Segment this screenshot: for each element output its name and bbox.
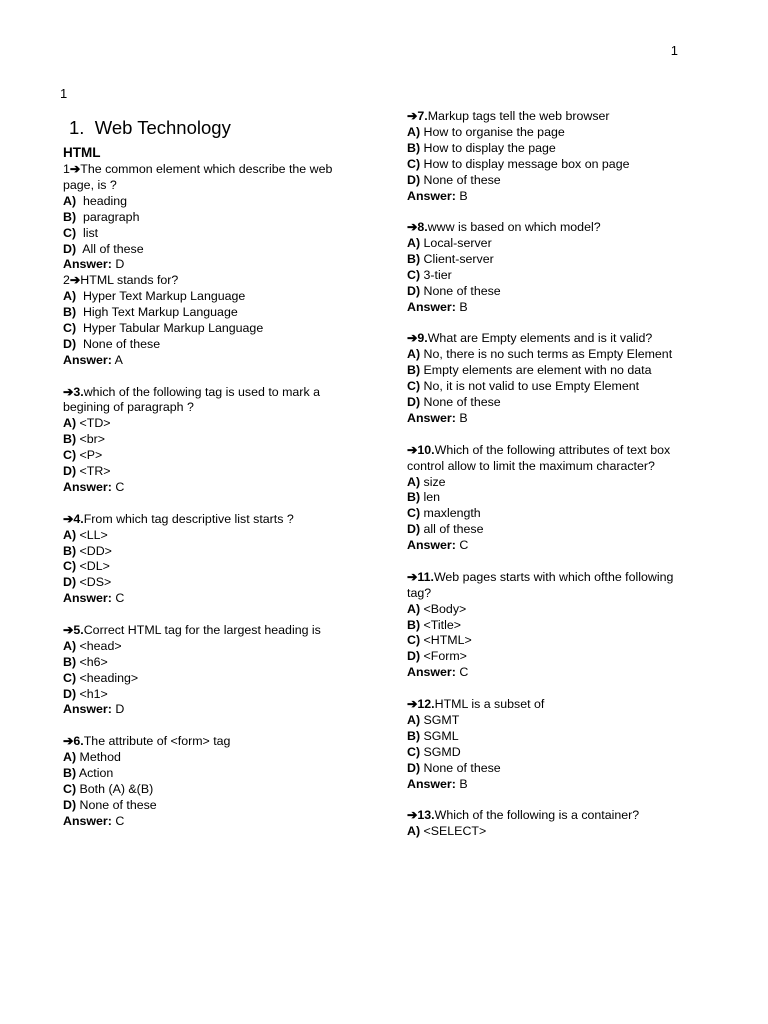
question-text bbox=[63, 273, 363, 289]
option-item bbox=[407, 713, 727, 729]
option-letter: C) bbox=[63, 321, 77, 336]
question-line: page, is ? bbox=[63, 177, 117, 192]
question-block bbox=[407, 697, 727, 792]
answer-label: Answer: bbox=[407, 538, 456, 553]
option-letter: A) bbox=[407, 601, 421, 616]
option-item bbox=[407, 490, 727, 506]
question-line: Markup tags tell the web browser bbox=[427, 109, 610, 123]
option-text: None of these bbox=[423, 395, 501, 410]
option-letter: C) bbox=[63, 448, 77, 463]
question-text bbox=[407, 808, 727, 824]
question-block bbox=[407, 570, 727, 681]
option-text: Hyper Tabular Markup Language bbox=[82, 321, 264, 336]
question-line: begining of paragraph ? bbox=[63, 400, 194, 415]
question-text bbox=[407, 443, 727, 459]
option-item bbox=[63, 464, 363, 480]
option-text: Client-server bbox=[423, 252, 494, 267]
answer-line bbox=[407, 538, 727, 554]
question-text bbox=[63, 623, 363, 639]
answer-value: B bbox=[459, 776, 468, 791]
arrow-icon: ➔ bbox=[63, 622, 74, 637]
option-item bbox=[63, 544, 363, 560]
option-text: <P> bbox=[79, 448, 103, 463]
answer-label: Answer: bbox=[63, 480, 112, 495]
option-letter: D) bbox=[63, 575, 77, 590]
option-item bbox=[407, 347, 727, 363]
option-letter: A) bbox=[407, 347, 421, 362]
option-item bbox=[63, 639, 363, 655]
option-item bbox=[407, 395, 727, 411]
answer-value: A bbox=[114, 352, 123, 367]
option-text: size bbox=[423, 474, 446, 489]
question-number: 11. bbox=[417, 569, 434, 584]
option-letter: C) bbox=[63, 559, 77, 574]
question-line: www is based on which model? bbox=[427, 220, 601, 235]
arrow-icon: ➔ bbox=[407, 808, 418, 823]
option-letter: C) bbox=[63, 225, 77, 240]
option-text: How to display the page bbox=[423, 140, 556, 155]
option-text: <LL> bbox=[79, 527, 108, 542]
option-item bbox=[63, 416, 363, 432]
option-letter: B) bbox=[407, 252, 421, 267]
option-text: 3-tier bbox=[423, 267, 452, 282]
question-number: 7. bbox=[417, 109, 428, 123]
option-text: <HTML> bbox=[423, 633, 472, 648]
arrow-icon: ➔ bbox=[407, 442, 418, 457]
answer-line bbox=[407, 665, 727, 681]
answer-label: Answer: bbox=[63, 702, 112, 717]
option-item bbox=[63, 194, 363, 210]
option-item bbox=[63, 575, 363, 591]
question-text-continued bbox=[63, 400, 363, 416]
answer-label: Answer: bbox=[407, 299, 456, 314]
option-item bbox=[407, 602, 727, 618]
section-heading: 1. Web Technology bbox=[69, 117, 231, 138]
option-item bbox=[407, 379, 727, 395]
option-item bbox=[63, 337, 363, 353]
option-text: <Body> bbox=[423, 601, 467, 616]
answer-value: D bbox=[115, 257, 125, 272]
option-letter: C) bbox=[407, 156, 421, 171]
option-text: SGMD bbox=[423, 744, 461, 759]
answer-value: C bbox=[459, 538, 469, 553]
option-text: list bbox=[82, 225, 99, 240]
option-item bbox=[63, 305, 363, 321]
answer-value: C bbox=[459, 665, 469, 680]
question-line: Which of the following is a container? bbox=[434, 808, 640, 823]
question-number: 9. bbox=[417, 331, 428, 346]
arrow-icon: ➔ bbox=[63, 734, 74, 749]
option-letter: B) bbox=[63, 209, 77, 224]
option-letter: D) bbox=[407, 760, 421, 775]
question-line: HTML is a subset of bbox=[434, 696, 545, 711]
option-item bbox=[63, 750, 363, 766]
question-block bbox=[407, 808, 727, 840]
question-number: 4. bbox=[73, 511, 84, 526]
question-line: Which of the following attributes of text box bbox=[434, 442, 671, 457]
question-text bbox=[407, 220, 727, 236]
option-text: <Form> bbox=[423, 649, 467, 664]
question-text bbox=[63, 385, 363, 401]
question-line: What are Empty elements and is it valid? bbox=[427, 331, 653, 346]
question-block bbox=[407, 109, 727, 204]
option-item bbox=[407, 824, 727, 840]
option-item bbox=[407, 157, 727, 173]
option-letter: C) bbox=[63, 781, 77, 796]
question-text-continued bbox=[407, 459, 727, 475]
question-text bbox=[407, 109, 727, 125]
question-text bbox=[63, 734, 363, 750]
option-text: No, it is not valid to use Empty Element bbox=[423, 379, 640, 394]
option-text: Local-server bbox=[423, 236, 492, 251]
option-item bbox=[407, 252, 727, 268]
arrow-icon: ➔ bbox=[407, 696, 418, 711]
question-number: 2 bbox=[63, 273, 70, 288]
question-text-continued bbox=[63, 178, 363, 194]
answer-label: Answer: bbox=[407, 776, 456, 791]
option-letter: C) bbox=[407, 633, 421, 648]
option-letter: D) bbox=[407, 395, 421, 410]
option-item bbox=[63, 559, 363, 575]
option-letter: A) bbox=[63, 750, 77, 765]
arrow-icon: ➔ bbox=[407, 220, 418, 235]
option-letter: D) bbox=[63, 241, 77, 256]
answer-value: B bbox=[459, 188, 468, 203]
option-text: len bbox=[423, 490, 441, 505]
option-item bbox=[63, 242, 363, 258]
option-text: SGML bbox=[423, 728, 459, 743]
option-item bbox=[63, 782, 363, 798]
option-item bbox=[407, 761, 727, 777]
option-item bbox=[63, 655, 363, 671]
question-block bbox=[407, 220, 727, 315]
question-block bbox=[63, 385, 363, 496]
option-letter: A) bbox=[407, 712, 421, 727]
option-text: None of these bbox=[423, 760, 501, 775]
option-text: <DS> bbox=[79, 575, 112, 590]
option-item bbox=[63, 671, 363, 687]
option-item bbox=[63, 448, 363, 464]
question-block bbox=[407, 331, 727, 426]
option-letter: B) bbox=[407, 617, 421, 632]
question-text bbox=[63, 512, 363, 528]
question-text bbox=[407, 570, 727, 586]
option-letter: C) bbox=[63, 670, 77, 685]
option-item bbox=[63, 528, 363, 544]
option-text: None of these bbox=[79, 797, 157, 812]
option-item bbox=[407, 506, 727, 522]
option-item bbox=[407, 649, 727, 665]
option-letter: A) bbox=[63, 193, 77, 208]
option-letter: D) bbox=[407, 649, 421, 664]
option-letter: C) bbox=[407, 379, 421, 394]
question-line: control allow to limit the maximum character? bbox=[407, 458, 655, 473]
option-item bbox=[63, 766, 363, 782]
option-letter: A) bbox=[407, 474, 421, 489]
option-text: <TR> bbox=[79, 464, 111, 479]
option-letter: D) bbox=[63, 797, 77, 812]
option-letter: D) bbox=[63, 686, 77, 701]
answer-line bbox=[407, 777, 727, 793]
option-letter: B) bbox=[407, 490, 421, 505]
page-number-top: 1 bbox=[670, 43, 678, 58]
answer-value: C bbox=[115, 480, 125, 495]
question-text bbox=[407, 331, 727, 347]
option-item bbox=[63, 210, 363, 226]
option-text: SGMT bbox=[423, 712, 460, 727]
option-text: All of these bbox=[82, 241, 144, 256]
option-letter: B) bbox=[63, 654, 77, 669]
question-number: 6. bbox=[73, 734, 84, 749]
option-text: Empty elements are element with no data bbox=[423, 363, 652, 378]
option-item bbox=[407, 141, 727, 157]
option-text: <TD> bbox=[79, 416, 111, 431]
question-number: 12. bbox=[417, 696, 435, 711]
answer-line bbox=[63, 814, 363, 830]
option-text: <h6> bbox=[79, 654, 108, 669]
option-text: <DD> bbox=[79, 543, 112, 558]
option-item bbox=[407, 522, 727, 538]
arrow-icon: ➔ bbox=[407, 109, 418, 123]
option-letter: C) bbox=[407, 744, 421, 759]
question-block bbox=[63, 512, 363, 607]
option-letter: D) bbox=[407, 172, 421, 187]
arrow-icon: ➔ bbox=[69, 273, 81, 288]
option-item bbox=[63, 432, 363, 448]
page-number-side: 1 bbox=[60, 86, 68, 101]
option-text: <heading> bbox=[79, 670, 139, 685]
option-letter: A) bbox=[63, 638, 77, 653]
question-line: From which tag descriptive list starts ? bbox=[83, 511, 294, 526]
option-text: <Title> bbox=[423, 617, 461, 632]
answer-line bbox=[407, 300, 727, 316]
question-line: tag? bbox=[407, 585, 432, 600]
option-letter: A) bbox=[407, 236, 421, 251]
answer-label: Answer: bbox=[407, 665, 456, 680]
option-item bbox=[63, 687, 363, 703]
option-text: No, there is no such terms as Empty Element bbox=[423, 347, 673, 362]
answer-value: C bbox=[115, 591, 125, 606]
option-letter: A) bbox=[407, 824, 421, 839]
question-number: 1 bbox=[63, 162, 70, 176]
question-line: which of the following tag is used to mark a bbox=[83, 384, 320, 399]
question-block bbox=[63, 734, 363, 829]
question-block bbox=[63, 623, 363, 718]
option-text: How to organise the page bbox=[423, 124, 565, 139]
option-letter: D) bbox=[63, 464, 77, 479]
option-letter: B) bbox=[407, 363, 421, 378]
option-item bbox=[407, 475, 727, 491]
option-letter: C) bbox=[407, 267, 421, 282]
arrow-icon: ➔ bbox=[63, 384, 74, 399]
option-text: None of these bbox=[423, 172, 501, 187]
question-text-continued bbox=[407, 586, 727, 602]
option-text: <DL> bbox=[79, 559, 110, 574]
answer-line bbox=[63, 591, 363, 607]
option-letter: A) bbox=[63, 289, 77, 304]
answer-line bbox=[63, 353, 363, 369]
arrow-icon: ➔ bbox=[69, 162, 81, 176]
option-letter: B) bbox=[63, 305, 77, 320]
answer-line bbox=[407, 189, 727, 205]
option-item bbox=[407, 633, 727, 649]
question-line: The common element which describe the web bbox=[80, 162, 333, 176]
question-number: 13. bbox=[417, 808, 435, 823]
answer-line bbox=[63, 480, 363, 496]
question-text bbox=[63, 162, 363, 178]
option-item bbox=[63, 226, 363, 242]
answer-value: B bbox=[459, 299, 468, 314]
option-item bbox=[407, 363, 727, 379]
option-text: <SELECT> bbox=[423, 824, 487, 839]
option-text: High Text Markup Language bbox=[82, 305, 238, 320]
arrow-icon: ➔ bbox=[407, 331, 418, 346]
answer-label: Answer: bbox=[63, 813, 112, 828]
option-letter: A) bbox=[63, 527, 77, 542]
question-number: 10. bbox=[417, 442, 435, 457]
answer-label: Answer: bbox=[407, 411, 456, 425]
option-letter: B) bbox=[407, 728, 421, 743]
option-letter: D) bbox=[63, 336, 77, 351]
question-number: 8. bbox=[417, 220, 428, 235]
option-text: Both (A) &(B) bbox=[79, 781, 154, 796]
answer-line bbox=[407, 411, 727, 427]
option-text: maxlength bbox=[423, 506, 481, 521]
answer-value: D bbox=[115, 702, 125, 717]
option-item bbox=[63, 798, 363, 814]
option-letter: B) bbox=[63, 432, 77, 447]
option-letter: B) bbox=[63, 766, 77, 780]
option-letter: D) bbox=[407, 522, 421, 537]
option-item bbox=[407, 618, 727, 634]
question-line: Web pages starts with which ofthe following bbox=[433, 569, 674, 584]
question-line: Correct HTML tag for the largest heading is bbox=[83, 622, 321, 637]
option-item bbox=[407, 729, 727, 745]
answer-label: Answer: bbox=[407, 188, 456, 203]
option-letter: B) bbox=[407, 140, 421, 155]
right-column bbox=[407, 109, 727, 856]
answer-line bbox=[63, 257, 363, 273]
question-line: The attribute of <form> tag bbox=[83, 734, 231, 749]
question-number: 3. bbox=[73, 384, 84, 399]
option-item bbox=[407, 236, 727, 252]
option-text: <head> bbox=[79, 638, 122, 653]
option-text: Hyper Text Markup Language bbox=[82, 289, 246, 304]
option-text: Action bbox=[78, 766, 114, 780]
option-text: Method bbox=[79, 750, 121, 765]
option-text: all of these bbox=[423, 522, 484, 537]
option-letter: D) bbox=[407, 283, 421, 298]
answer-label: Answer: bbox=[63, 591, 112, 606]
arrow-icon: ➔ bbox=[63, 511, 74, 526]
answer-label: Answer: bbox=[63, 257, 112, 272]
section-subheading: HTML bbox=[63, 145, 101, 160]
question-line: HTML stands for? bbox=[80, 273, 179, 288]
option-item bbox=[407, 268, 727, 284]
option-item bbox=[407, 745, 727, 761]
option-item bbox=[407, 125, 727, 141]
option-text: heading bbox=[82, 193, 128, 208]
option-item bbox=[407, 284, 727, 300]
option-text: <br> bbox=[79, 432, 106, 447]
answer-label: Answer: bbox=[63, 352, 112, 367]
question-block bbox=[63, 273, 363, 368]
option-text: How to display message box on page bbox=[423, 156, 630, 171]
option-text: None of these bbox=[82, 336, 161, 351]
option-text: paragraph bbox=[82, 209, 140, 224]
left-column bbox=[63, 115, 363, 845]
question-number: 5. bbox=[73, 622, 84, 637]
question-text bbox=[407, 697, 727, 713]
option-letter: A) bbox=[407, 124, 421, 139]
arrow-icon: ➔ bbox=[407, 569, 418, 584]
option-item bbox=[63, 321, 363, 337]
option-item bbox=[63, 289, 363, 305]
answer-line bbox=[63, 702, 363, 718]
option-item bbox=[407, 173, 727, 189]
question-block bbox=[407, 443, 727, 554]
option-text: None of these bbox=[423, 283, 501, 298]
option-text: <h1> bbox=[79, 686, 108, 701]
question-block bbox=[63, 162, 363, 273]
option-letter: B) bbox=[63, 543, 77, 558]
option-letter: C) bbox=[407, 506, 421, 521]
answer-value: C bbox=[115, 813, 125, 828]
answer-value: B bbox=[459, 411, 468, 425]
option-letter: A) bbox=[63, 416, 77, 431]
